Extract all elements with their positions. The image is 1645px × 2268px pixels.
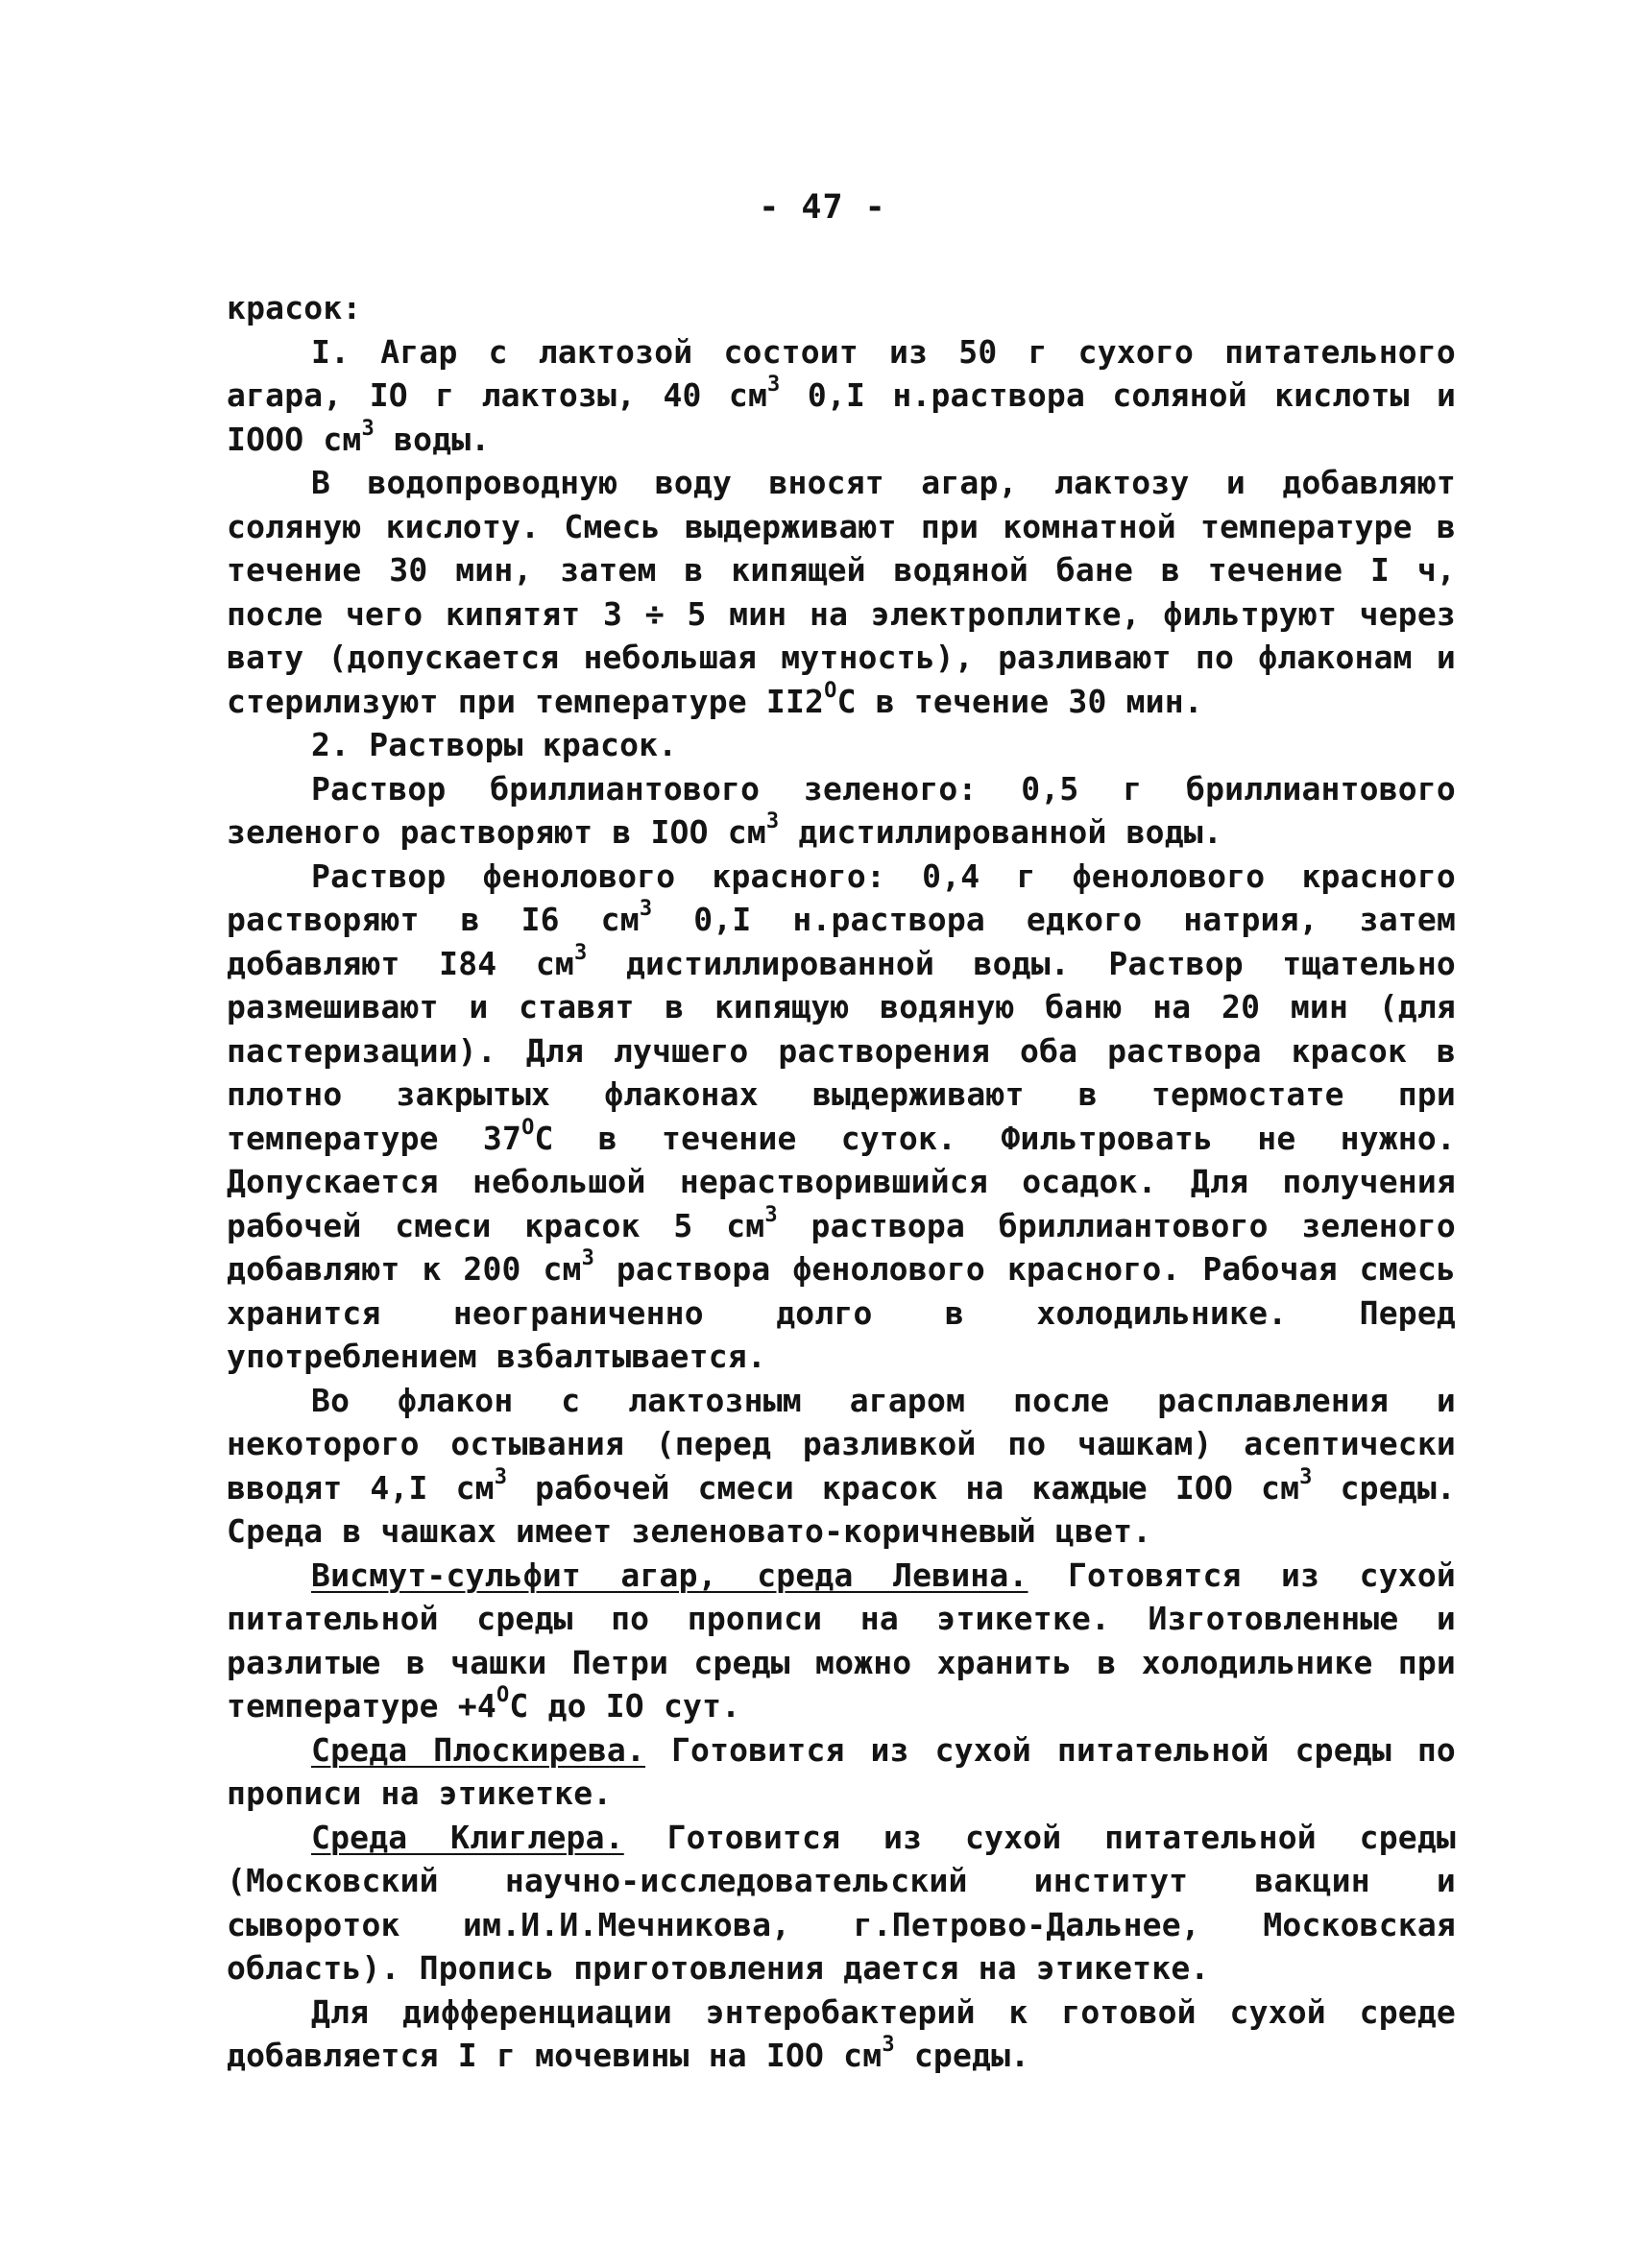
text-span: Раствор фенолового красного: 0,4 г фенолового красного растворяют в I6 см [227, 857, 1456, 938]
paragraph-phenol-red [227, 855, 1456, 1379]
superscript: 3 [639, 897, 653, 921]
paragraph-ploskirev [227, 1728, 1456, 1816]
text-span: красок: [227, 289, 362, 326]
text-span: 0,I н.раствора соляной кислоты и IOOO см [227, 376, 1457, 458]
superscript: 3 [494, 1464, 508, 1489]
text-span: Готовится из сухой питательной среды по прописи на этикетке. [227, 1730, 1456, 1812]
text-span: раствора бриллиантового зеленого добавляют к 200 см [227, 1206, 1456, 1288]
superscript: 3 [767, 373, 781, 397]
text-span: дистиллированной воды. [779, 813, 1222, 851]
superscript: 3 [882, 2033, 895, 2057]
text-span: раствора фенолового красного. Рабочая смесь хранится неограниченно долго в холодильнике. Перед употреблением взбалтывается. [227, 1250, 1457, 1375]
text-span: 2. Растворы красок. [311, 726, 678, 763]
paragraph-preparation [227, 461, 1456, 723]
text-span: Для дифференциации энтеробактерий к готовой сухой среде добавляется I г мочевины на IOO см [227, 1992, 1456, 2074]
paragraph-brilliant-green [227, 767, 1456, 855]
paragraph-dye-solutions-heading [227, 723, 1456, 767]
underlined-title: Среда Плоскирева. [311, 1730, 646, 1769]
text-span: рабочей смеси красок на каждые IOO см [507, 1468, 1300, 1507]
superscript: 3 [764, 1202, 778, 1227]
superscript: 3 [581, 1246, 595, 1270]
text-span: Во флакон с лактозным агаром после расплавления и некоторого остывания (перед разливкой по чашкам) асептически вводят 4,I см [227, 1381, 1456, 1507]
text-span: Раствор бриллиантового зеленого: 0,5 г бриллиантового зеленого растворяют в IOO см [227, 769, 1456, 851]
body-text [227, 286, 1456, 2078]
text-span: Готовятся из сухой питательной среды по прописи на этикетке. Изготовленные и разлитые в чашки Петри среды можно хранить в холодильнике при температуре +4 [227, 1556, 1456, 1725]
superscript: O [521, 1115, 535, 1140]
paragraph-kligler [227, 1816, 1456, 1991]
text-span: среды. [894, 2037, 1030, 2074]
underlined-title: Висмут-сульфит агар, среда Левина. [311, 1556, 1028, 1594]
text-span: В водопроводную воду вносят агар, лактозу и добавляют соляную кислоту. Смесь выдерживают при комнатной температуре в течение 30 мин, затем в кипящей водяной бане в течение I ч, после чего кипятят 3 ÷ 5 мин на электроплитке, фильтруют через вату (допускается небольшая мутность), разливают по флаконам и стерилизуют при температуре II2 [227, 464, 1456, 720]
page-number: - 47 - [759, 188, 886, 227]
text-span: Готовится из сухой питательной среды (Московский научно-исследовательский институт вакцин и сывороток им.И.И.Мечникова, г.Петрово-Дальнее, Московская область). Пропись приготовления дается на этикетке. [227, 1818, 1456, 1987]
text-span: воды. [374, 420, 491, 458]
paragraph-urea [227, 1991, 1456, 2078]
paragraph-intro [227, 286, 1456, 330]
text-span: I. Агар с лактозой состоит из 50 г сухого питательного агара, IO г лактозы, 40 см [227, 332, 1456, 414]
text-span: дистиллированной воды. Раствор тщательно размешивают и ставят в кипящую водяную баню на 20 мин (для пастеризации). Для лучшего растворения оба раствора красок в плотно закрытых флаконах выдерживают в термостате при температуре 37 [227, 944, 1456, 1157]
paragraph-flask-mixing [227, 1379, 1456, 1554]
underlined-title: Среда Клиглера. [311, 1818, 624, 1856]
text-span: среды. Среда в чашках имеет зеленовато-коричневый цвет. [227, 1468, 1456, 1550]
text-span: 0,I н.раствора едкого натрия, затем добавляют I84 см [227, 901, 1457, 982]
superscript: O [824, 678, 837, 703]
text-span: С в течение 30 мин. [836, 682, 1203, 720]
superscript: 3 [361, 416, 375, 441]
text-span: С до IO сут. [509, 1687, 741, 1725]
paragraph-agar-lactose [227, 330, 1456, 462]
superscript: 3 [1299, 1464, 1313, 1489]
superscript: 3 [573, 940, 588, 965]
text-span: С в течение суток. Фильтровать не нужно. Допускается небольшой нерастворившийся осадок. Для получения рабочей смеси красок 5 см [227, 1119, 1456, 1244]
superscript: 3 [765, 809, 780, 833]
superscript: O [496, 1683, 510, 1707]
paragraph-bismuth-sulfite [227, 1554, 1456, 1728]
